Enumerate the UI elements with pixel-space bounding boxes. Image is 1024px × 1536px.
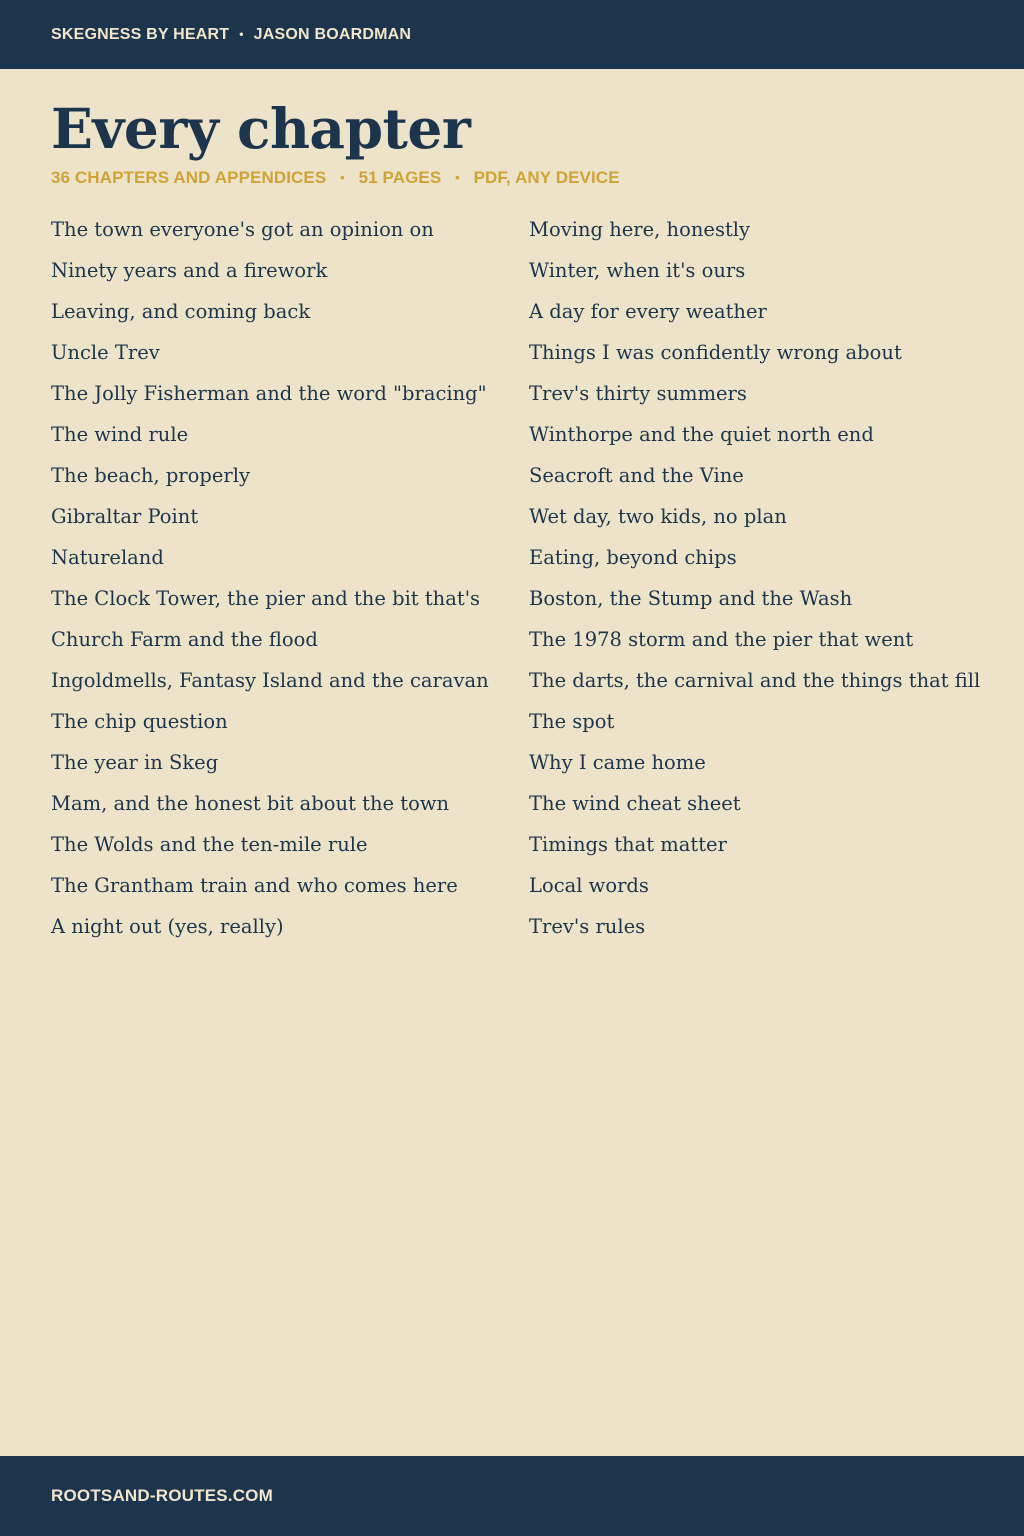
page-count: 51 PAGES	[358, 168, 442, 187]
chapter-item: The spot	[529, 710, 615, 733]
chapter-item: Wet day, two kids, no plan	[529, 505, 787, 528]
chapter-item: Winthorpe and the quiet north end	[529, 423, 874, 446]
chapter-item: A day for every weather	[529, 300, 767, 323]
chapter-item: Timings that matter	[529, 833, 727, 856]
chapter-item: Ingoldmells, Fantasy Island and the caravan	[51, 669, 489, 692]
format-info: PDF, ANY DEVICE	[473, 168, 620, 187]
chapter-item: The wind cheat sheet	[529, 792, 741, 815]
chapter-item: Why I came home	[529, 751, 706, 774]
chapter-item: The Grantham train and who comes here	[51, 874, 458, 897]
chapter-item: Trev's thirty summers	[529, 382, 747, 405]
chapter-item: The year in Skeg	[51, 751, 219, 774]
chapter-item: The Jolly Fisherman and the word "bracing"	[51, 382, 487, 405]
chapter-item: The Clock Tower, the pier and the bit that's	[51, 587, 481, 610]
header-bar	[0, 0, 1024, 69]
chapter-item: Ninety years and a firework	[51, 259, 328, 282]
chapter-item: The Wolds and the ten-mile rule	[51, 833, 368, 856]
footer-bar	[0, 1456, 1024, 1536]
chapter-item: Church Farm and the flood	[51, 628, 318, 651]
chapter-item: Uncle Trev	[51, 341, 160, 364]
chapter-item: The darts, the carnival and the things that fill	[529, 669, 981, 692]
chapter-item: Boston, the Stump and the Wash	[529, 587, 853, 610]
chapter-item: A night out (yes, really)	[51, 915, 284, 938]
chapter-item: The beach, properly	[51, 464, 250, 487]
subtitle-separator: •	[340, 170, 345, 185]
chapter-item: The 1978 storm and the pier that went	[529, 628, 914, 651]
footer-url[interactable]: ROOTSAND-ROUTES.COM	[51, 1486, 273, 1505]
chapter-item: The town everyone's got an opinion on	[51, 218, 434, 241]
page-subtitle	[51, 167, 620, 190]
chapter-count: 36 CHAPTERS AND APPENDICES	[51, 168, 327, 187]
chapter-item: Things I was confidently wrong about	[529, 341, 902, 364]
author-name: JASON BOARDMAN	[253, 25, 412, 43]
series-title: SKEGNESS BY HEART	[51, 25, 230, 43]
chapter-item: Moving here, honestly	[529, 218, 751, 241]
chapter-item: The chip question	[51, 710, 228, 733]
chapter-item: Seacroft and the Vine	[529, 464, 744, 487]
chapter-item: Gibraltar Point	[51, 505, 199, 528]
chapter-item: The wind rule	[51, 423, 189, 446]
chapter-item: Winter, when it's ours	[529, 259, 746, 282]
chapter-item: Natureland	[51, 546, 164, 569]
chapter-item: Mam, and the honest bit about the town	[51, 792, 450, 815]
chapter-item: Leaving, and coming back	[51, 300, 311, 323]
chapter-list-left	[51, 209, 489, 947]
chapter-item: Local words	[529, 874, 649, 897]
page-title: Every chapter	[51, 96, 471, 161]
header-separator: •	[239, 26, 244, 41]
chapter-list-right	[529, 209, 980, 947]
chapter-item: Trev's rules	[529, 915, 646, 938]
chapter-item: Eating, beyond chips	[529, 546, 737, 569]
subtitle-separator: •	[455, 170, 460, 185]
